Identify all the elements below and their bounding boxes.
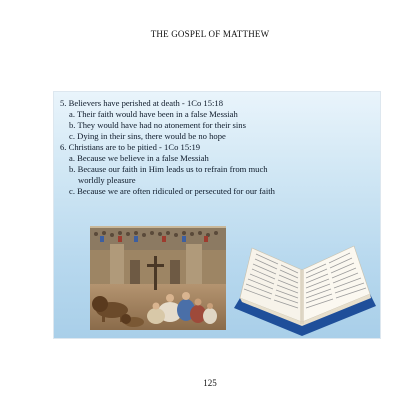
point-6b: b. Because our faith in Him leads us to refrain from much [69, 164, 268, 174]
page-number: 125 [203, 378, 217, 388]
point-5b: b. They would have had no atonement for their sins [69, 120, 246, 130]
point-5a: a. Their faith would have been in a false Messiah [69, 109, 238, 119]
page-header-title: THE GOSPEL OF MATTHEW [150, 29, 270, 39]
point-6b-continuation: worldly pleasure [78, 175, 136, 185]
arena-painting-illustration [90, 226, 226, 330]
point-5c: c. Dying in their sins, there would be no hope [69, 131, 226, 141]
open-bible-illustration [230, 244, 380, 338]
point-6a: a. Because we believe in a false Messiah [69, 153, 209, 163]
point-5-heading: 5. Believers have perished at death - 1Co 15:18 [60, 98, 223, 108]
arena-martyrs-painting [90, 226, 226, 330]
point-6-heading: 6. Christians are to be pitied - 1Co 15:19 [60, 142, 201, 152]
presentation-slide [54, 92, 380, 338]
open-bible-image [230, 244, 380, 338]
slide-text-block [60, 98, 376, 197]
point-6c: c. Because we are often ridiculed or persecuted for our faith [69, 186, 275, 196]
